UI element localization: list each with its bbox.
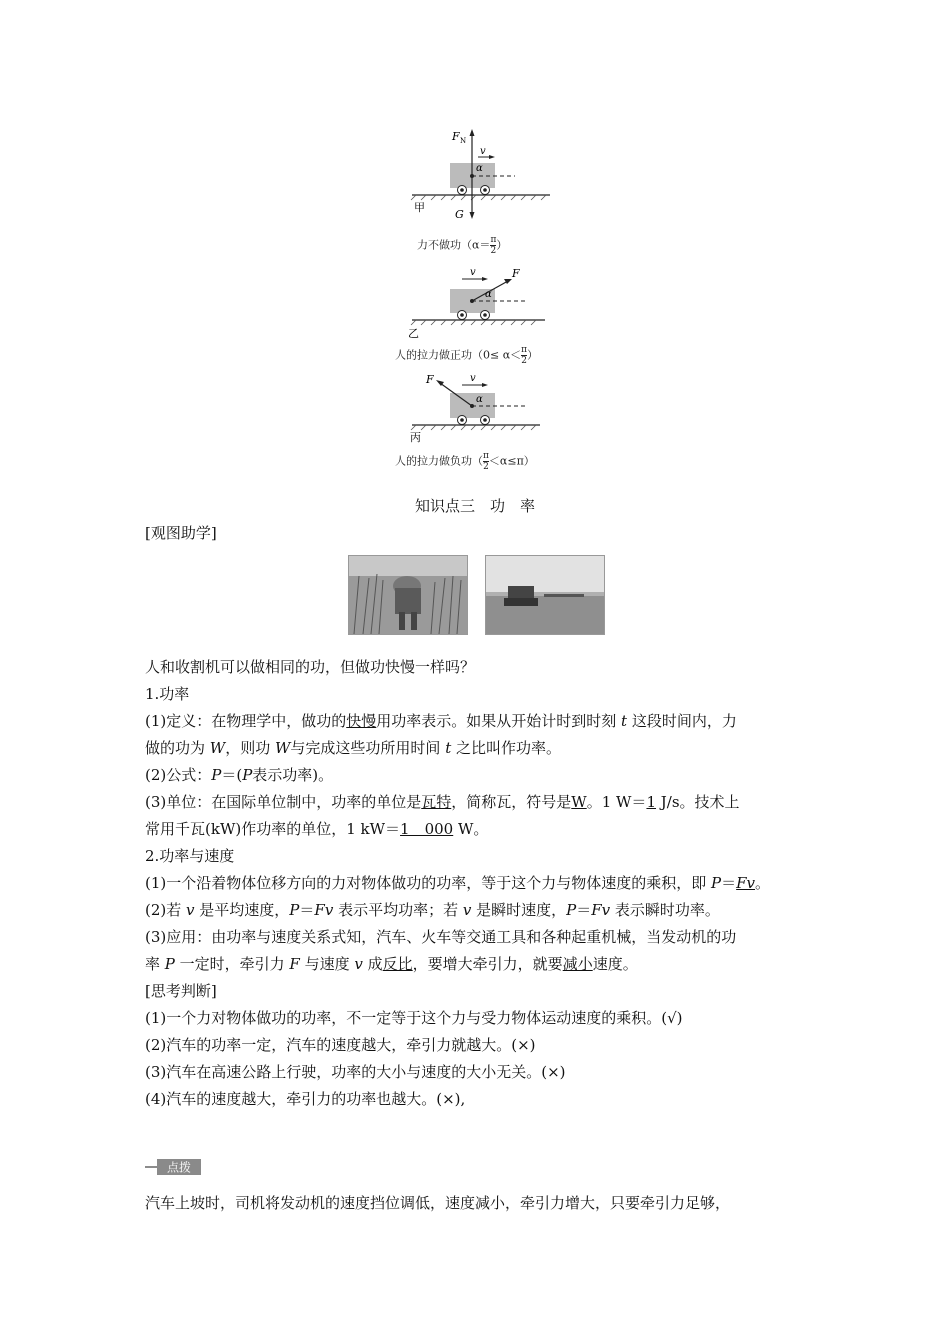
diagram-label-yi: 乙 xyxy=(408,327,419,340)
velocity-label: v xyxy=(470,267,476,278)
power-heading: 1.功率 xyxy=(145,685,190,703)
angle-label: α xyxy=(476,163,483,174)
judge-tag: [思考判断] xyxy=(145,982,217,1000)
diagram-c-caption: 人的拉力做负功（ $\frac{\pi}{2}$ ＜α≤π） xyxy=(395,451,535,472)
judgement-item: (4)汽车的速度越大，牵引力的功率也越大。(×), xyxy=(145,1090,466,1108)
section-title: 知识点三 功 率 xyxy=(414,497,535,515)
tip-badge-label: 点拨 xyxy=(166,1160,192,1175)
velocity-label: v xyxy=(480,146,486,157)
photo-farmer-harvesting xyxy=(348,555,468,635)
weight-label: G xyxy=(455,208,464,221)
diagram-no-work xyxy=(400,125,580,225)
velocity-label: v xyxy=(470,373,476,384)
diagram-a-caption: 力不做功（α＝ $\frac{\pi}{2}$ ） xyxy=(417,235,508,256)
diagram-label-bing: 丙 xyxy=(410,431,421,444)
power-unit-line-1: (3)单位：在国际单位制中，功率的单位是瓦特，简称瓦，符号是W。1 W＝1 J/s。技术上 xyxy=(145,793,740,811)
tip-text: 汽车上坡时，司机将发动机的速度挡位调低，速度减小，牵引力增大，只要牵引力足够， xyxy=(145,1194,731,1212)
force-normal-label: F xyxy=(452,130,460,143)
force-label: F xyxy=(512,267,520,280)
power-definition-line-2: 做的功为 W，则功 W与完成这些功所用时间 t 之比叫作功率。 xyxy=(145,739,561,757)
power-definition-line-1: (1)定义：在物理学中，做功的快慢用功率表示。如果从开始计时到时刻 t 这段时间内，力 xyxy=(145,712,737,730)
tip-badge xyxy=(145,1158,201,1176)
power-formula-line: (2)公式：P＝(P表示功率)。 xyxy=(145,766,334,784)
diagram-b-caption: 人的拉力做正功（0≤ α＜ $\frac{\pi}{2}$ ） xyxy=(395,345,539,366)
speed-heading: 2.功率与速度 xyxy=(145,847,235,865)
diagram-positive-work xyxy=(400,265,580,345)
photo-combine-harvester xyxy=(485,555,605,635)
judgement-item: (3)汽车在高速公路上行驶，功率的大小与速度的大小无关。(×) xyxy=(145,1063,566,1081)
body-text xyxy=(145,654,815,1113)
judgement-item: (1)一个力对物体做功的功率，不一定等于这个力与受力物体运动速度的乘积。(√) xyxy=(145,1009,683,1027)
diagram-label-jia: 甲 xyxy=(414,201,425,214)
force-label: F xyxy=(426,373,434,386)
angle-label: α xyxy=(476,394,483,405)
observe-tag: [观图助学] xyxy=(145,524,217,542)
speed-point-2: (2)若 v 是平均速度，P＝Fv 表示平均功率；若 v 是瞬时速度，P＝Fv 表示瞬时功率。 xyxy=(145,901,720,919)
judgement-item: (2)汽车的功率一定，汽车的速度越大，牵引力就越大。(×) xyxy=(145,1036,536,1054)
diagram-negative-work xyxy=(400,373,580,453)
force-normal-subscript: N xyxy=(460,137,467,145)
speed-point-3-line-1: (3)应用：由功率与速度关系式知，汽车、火车等交通工具和各种起重机械，当发动机的功 xyxy=(145,928,737,946)
speed-point-3-line-2: 率 P 一定时，牵引力 F 与速度 v 成反比，要增大牵引力，就要减小速度。 xyxy=(145,955,638,973)
angle-label: α xyxy=(485,289,492,300)
question-line: 人和收割机可以做相同的功，但做功快慢一样吗？ xyxy=(145,658,476,676)
power-unit-line-2: 常用千瓦(kW)作功率的单位，1 kW＝1 000 W。 xyxy=(145,820,489,838)
speed-point-1: (1)一个沿着物体位移方向的力对物体做功的功率，等于这个力与物体速度的乘积，即 P＝Fv。 xyxy=(145,874,771,892)
